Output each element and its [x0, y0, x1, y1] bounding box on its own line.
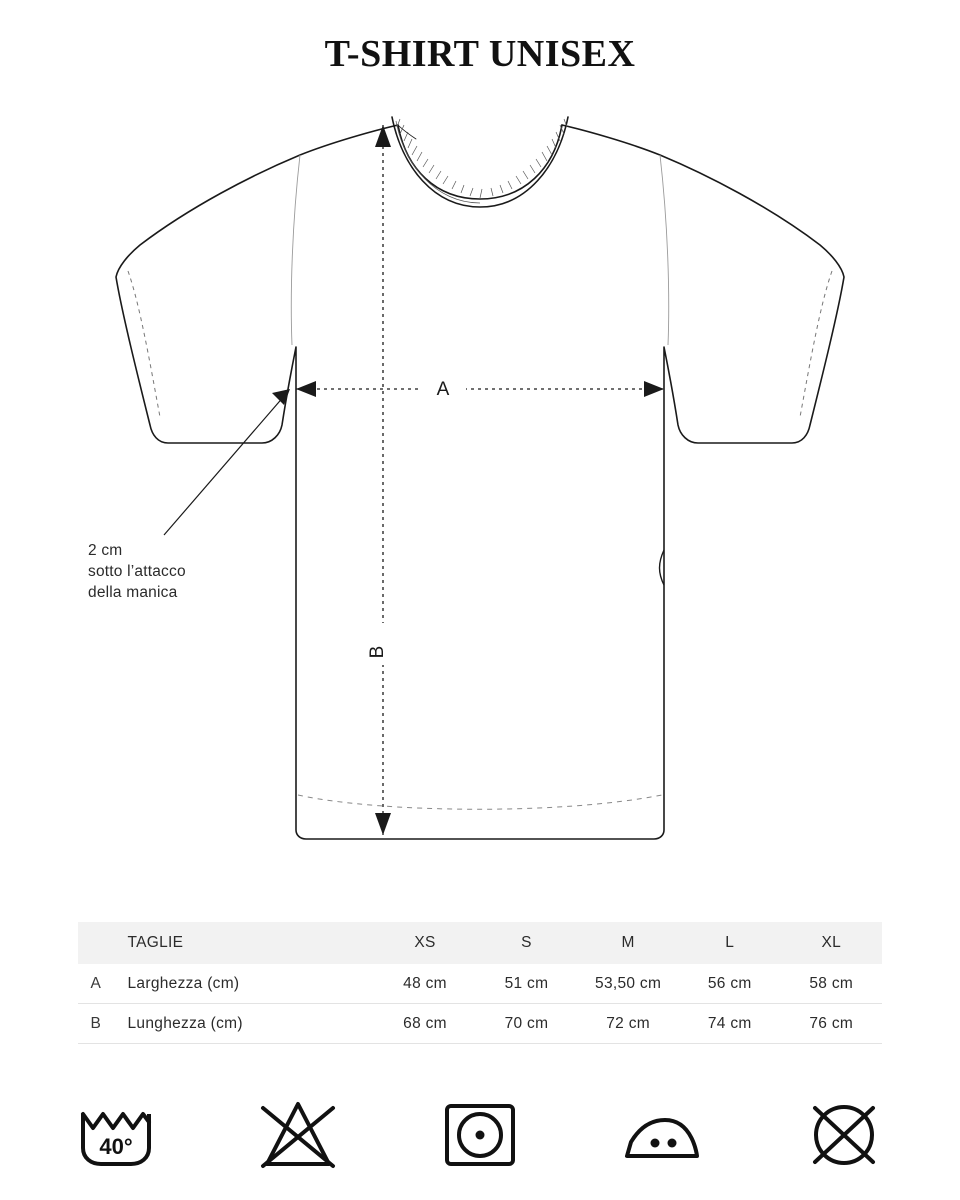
measure-b-label: B — [367, 645, 388, 659]
header-letter — [78, 922, 114, 964]
tshirt-diagram — [0, 95, 960, 875]
wash-temp-label: 40° — [99, 1134, 133, 1159]
row-value-l: 56 cm — [707, 974, 752, 992]
size-table — [78, 922, 882, 1044]
header-size-xs: XS — [414, 934, 436, 951]
callout-line-3: della manica — [88, 584, 178, 601]
row-letter: A — [90, 974, 102, 992]
iron-two-dots-icon — [614, 1093, 710, 1177]
callout-line-1: 2 cm — [88, 542, 123, 559]
row-value-m: 72 cm — [606, 1014, 650, 1032]
row-value-xs: 68 cm — [403, 1014, 447, 1032]
header-size-m: M — [621, 934, 635, 951]
table-header-row — [78, 922, 882, 964]
size-table-wrap — [78, 922, 882, 1044]
row-value-s: 70 cm — [504, 1014, 549, 1032]
row-value-l: 74 cm — [707, 1014, 752, 1032]
row-value-xl: 76 cm — [809, 1014, 854, 1032]
header-size-s: S — [521, 934, 532, 951]
row-label: Lunghezza (cm) — [127, 1014, 243, 1032]
table-row — [78, 964, 882, 1004]
table-row — [78, 1004, 882, 1044]
header-label: TAGLIE — [127, 934, 184, 951]
row-value-s: 51 cm — [504, 974, 549, 992]
measure-b-line — [366, 125, 400, 835]
header-size-xl: XL — [821, 934, 842, 951]
row-label: Larghezza (cm) — [127, 974, 240, 992]
wash-40-icon — [68, 1093, 164, 1177]
tumble-dry-icon — [432, 1093, 528, 1177]
row-value-xs: 48 cm — [403, 974, 447, 992]
no-bleach-icon — [250, 1093, 346, 1177]
measure-a-line — [296, 373, 664, 405]
callout-line-2: sotto l’attacco — [88, 563, 186, 580]
row-value-xl: 58 cm — [809, 974, 854, 992]
care-symbols-row — [0, 1085, 960, 1185]
header-size-l: L — [725, 934, 735, 951]
callout-leader — [164, 389, 290, 535]
row-value-m: 53,50 cm — [595, 974, 662, 992]
measure-a-label: A — [436, 379, 450, 400]
no-dry-clean-icon — [796, 1093, 892, 1177]
row-letter: B — [90, 1014, 102, 1032]
page-title: T-SHIRT UNISEX — [324, 33, 636, 75]
callout-note — [88, 540, 268, 603]
